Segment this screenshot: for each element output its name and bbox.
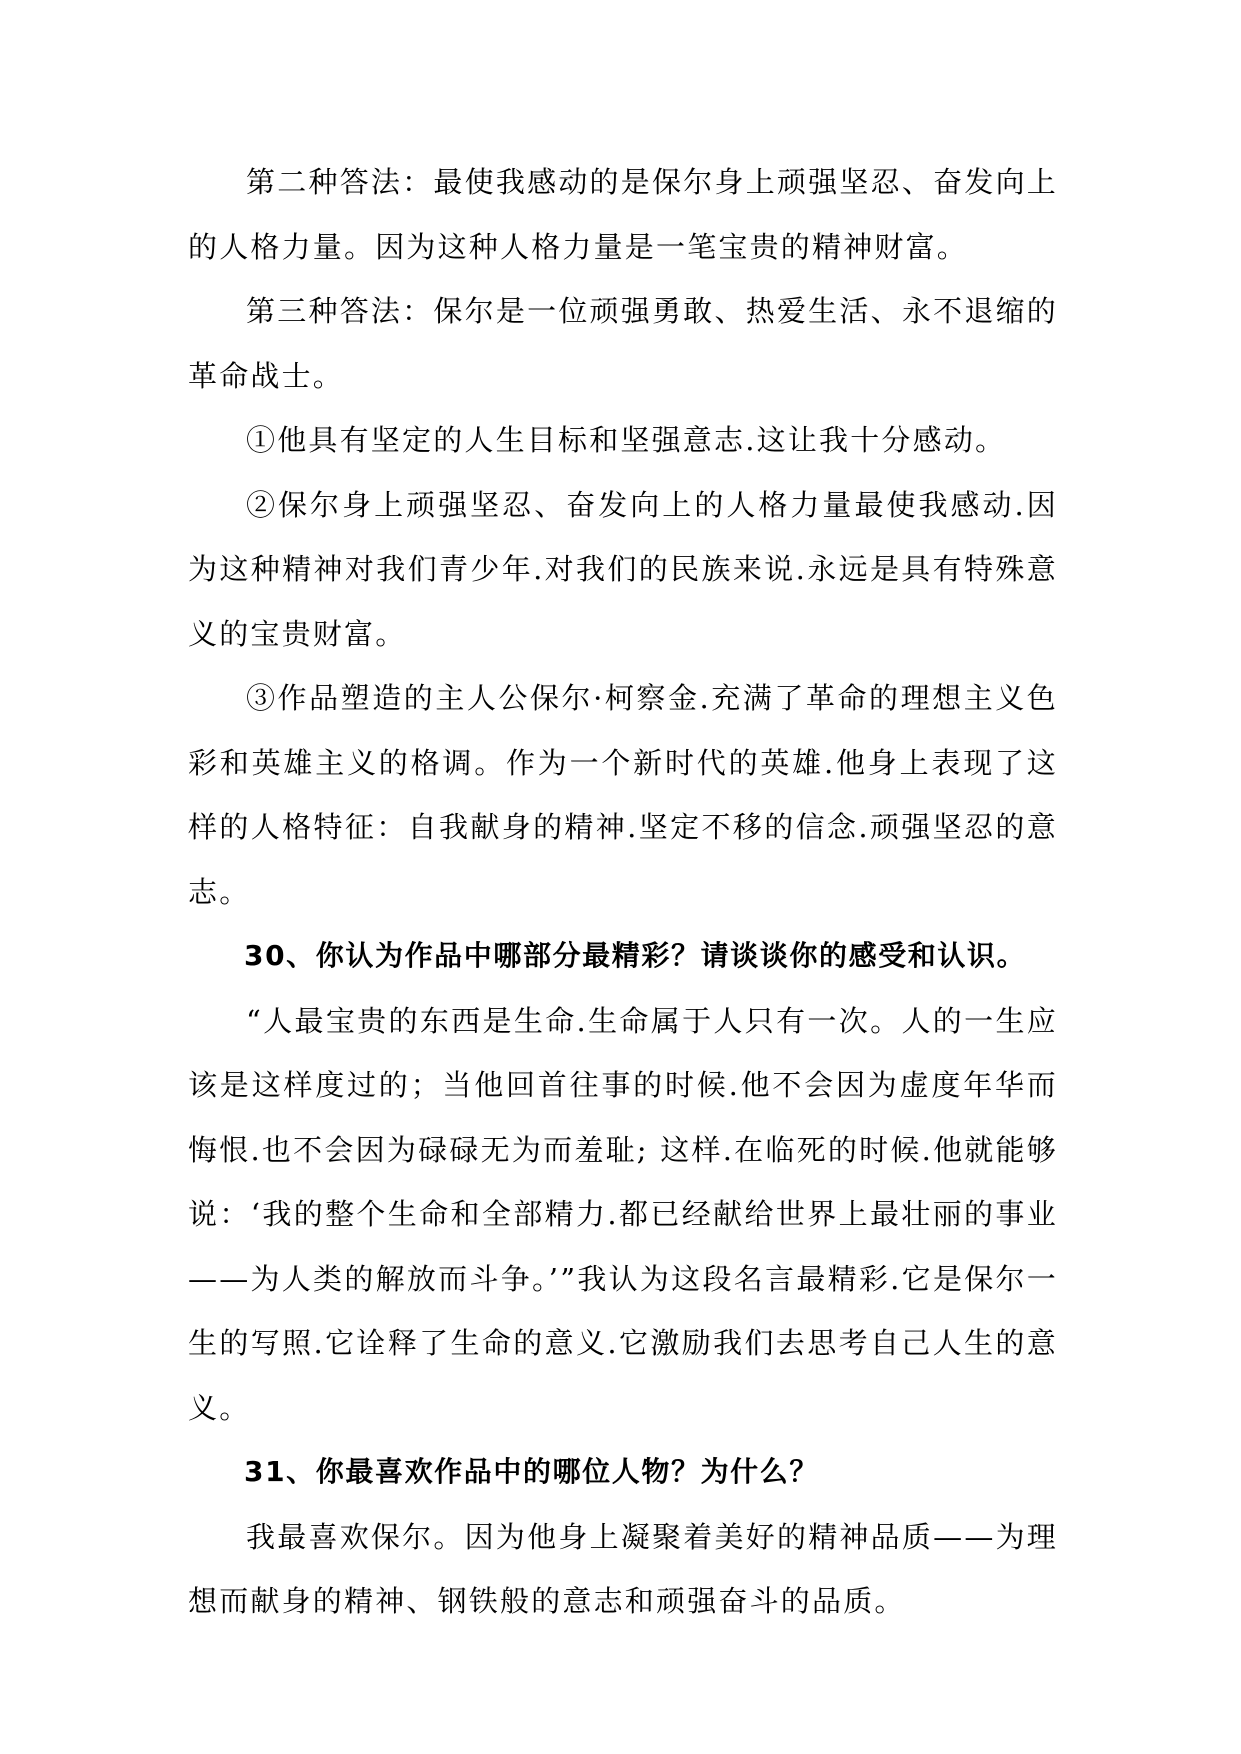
- paragraph-point-2: ②保尔身上顽强坚忍、奋发向上的人格力量最使我感动.因为这种精神对我们青少年.对我们的民族来说.永远是具有特殊意义的宝贵财富。: [188, 487, 1058, 651]
- question-31-answer: 我最喜欢保尔。因为他身上凝聚着美好的精神品质——为理想而献身的精神、钢铁般的意志和顽强奋斗的品质。: [188, 1519, 1058, 1618]
- document-body: [188, 150, 1058, 1634]
- paragraph-answer-2: 第二种答法：最使我感动的是保尔身上顽强坚忍、奋发向上的人格力量。因为这种人格力量是一笔宝贵的精神财富。: [188, 165, 1058, 264]
- paragraph-answer-3: 第三种答法：保尔是一位顽强勇敢、热爱生活、永不退缩的革命战士。: [188, 294, 1058, 393]
- paragraph-point-1: ①他具有坚定的人生目标和坚强意志.这让我十分感动。: [246, 423, 1007, 457]
- paragraph-point-3: ③作品塑造的主人公保尔·柯察金.充满了革命的理想主义色彩和英雄主义的格调。作为一个新时代的英雄.他身上表现了这样的人格特征：自我献身的精神.坚定不移的信念.顽强坚忍的意志。: [188, 681, 1058, 909]
- question-30-heading: 30、你认为作品中哪部分最精彩？请谈谈你的感受和认识。: [244, 939, 1027, 972]
- question-30-answer: “人最宝贵的东西是生命.生命属于人只有一次。人的一生应该是这样度过的；当他回首往事的时候.他不会因为虚度年华而悔恨.也不会因为碌碌无为而羞耻; 这样.在临死的时候.他就能够说：‘我的整个生命和全部精力.都已经献给世界上最壮丽的事业——为人类的解放而斗争。’”我认为这段名言最精彩.它是保尔一生的写照.它诠释了生命的意义.它激励我们去思考自己人生的意义。: [188, 1003, 1058, 1425]
- question-31-heading: 31、你最喜欢作品中的哪位人物？为什么？: [244, 1455, 819, 1488]
